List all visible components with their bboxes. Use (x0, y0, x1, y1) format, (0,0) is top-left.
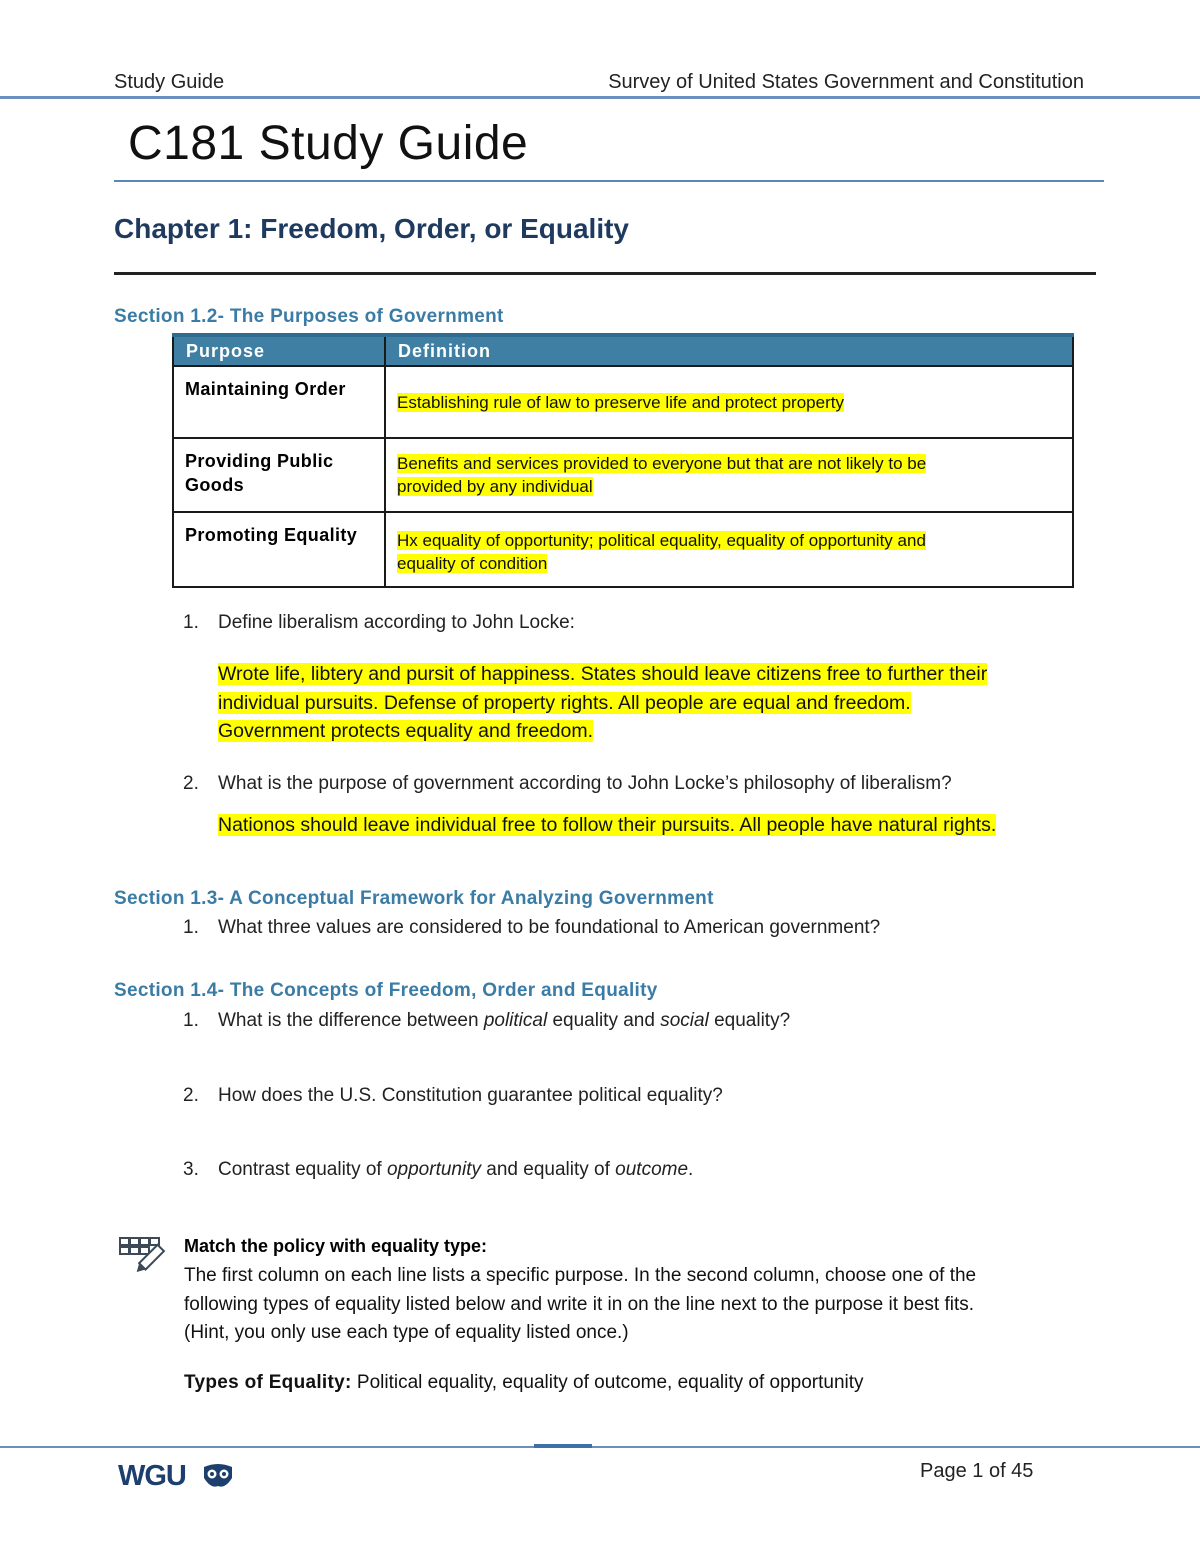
purpose-cell: Providing Public Goods (173, 438, 385, 512)
table-row (173, 512, 1073, 587)
question-item: 1. Define liberalism according to John Locke: (183, 612, 575, 633)
definition-cell (385, 438, 1073, 512)
purpose-cell: Promoting Equality (173, 512, 385, 587)
definition-text: provided by any individual (397, 477, 593, 496)
purpose-cell: Maintaining Order (173, 366, 385, 438)
table-row (173, 438, 1073, 512)
definition-cell (385, 512, 1073, 587)
header-right: Survey of United States Government and Constitution (608, 71, 1084, 93)
header-divider (0, 96, 1200, 99)
table-row (173, 366, 1073, 438)
section-1-2-heading: Section 1.2- The Purposes of Government (114, 306, 504, 327)
header-left: Study Guide (114, 71, 225, 93)
definition-text: Establishing rule of law to preserve life and protect property (397, 393, 844, 412)
answer-block: Nationos should leave individual free to follow their pursuits. All people have natural rights. (218, 814, 997, 836)
equality-types: Types of Equality: Political equality, equality of outcome, equality of opportunity (184, 1372, 864, 1393)
definition-text: equality of condition (397, 554, 548, 573)
match-instructions: The first column on each line lists a specific purpose. In the second column, choose one of the following types of equality listed below and write it in on the line next to the purpose it best fits. (Hint, you only use each type of equality listed once.) (184, 1265, 977, 1343)
question-item: 1. What three values are considered to be foundational to American government? (183, 917, 881, 938)
purposes-table (172, 333, 1074, 588)
chapter-heading: Chapter 1: Freedom, Order, or Equality (114, 213, 630, 244)
title-divider (114, 180, 1104, 182)
section-1-3-heading: Section 1.3- A Conceptual Framework for Analyzing Government (114, 888, 714, 909)
footer-divider (0, 1446, 1200, 1448)
grid-pencil-icon (118, 1236, 174, 1283)
table-header-row (173, 335, 1073, 366)
definition-text: Benefits and services provided to everyone but that are not likely to be (397, 454, 927, 473)
page-number: Page 1 of 45 (920, 1460, 1034, 1482)
question-item: 3. Contrast equality of opportunity and equality of outcome. (183, 1159, 694, 1180)
question-item: 1. What is the difference between political equality and social equality? (183, 1010, 791, 1031)
definition-cell (385, 366, 1073, 438)
page-title: C181 Study Guide (128, 117, 529, 170)
answer-block: Wrote life, libtery and pursit of happiness. States should leave citizens free to further their individual pursuits. Defense of property rights. All people are equal and freedom. Government protects equality and freedom. (218, 663, 988, 742)
definition-text: Hx equality of opportunity; political equality, equality of opportunity and (397, 531, 926, 550)
col-definition-header: Definition (385, 335, 1073, 366)
wgu-logo (118, 1458, 248, 1497)
match-heading: Match the policy with equality type: (184, 1236, 488, 1256)
footer-accent (534, 1444, 592, 1448)
col-purpose-header: Purpose (173, 335, 385, 366)
chapter-divider (114, 272, 1096, 275)
svg-text:WGU: WGU (118, 1460, 186, 1492)
question-item: 2. How does the U.S. Constitution guarantee political equality? (183, 1085, 723, 1106)
question-item: 2. What is the purpose of government according to John Locke’s philosophy of liberalism? (183, 773, 952, 794)
section-1-4-heading: Section 1.4- The Concepts of Freedom, Order and Equality (114, 980, 658, 1001)
